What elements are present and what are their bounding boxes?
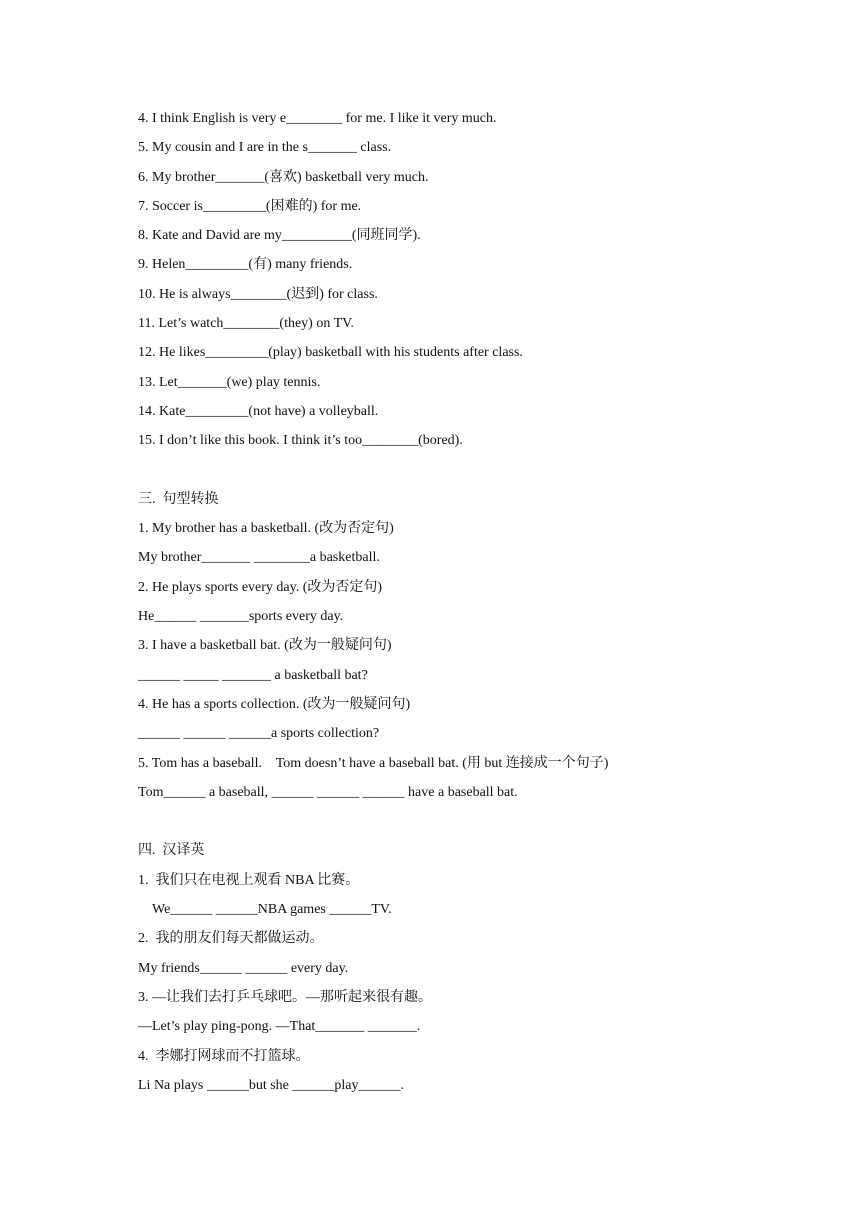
fill-blank-item-11: 11. Let’s watch________(they) on TV. (138, 316, 354, 332)
translate-question-2: 2. 我的朋友们每天都做运动。 (138, 931, 324, 947)
transform-question-4: 4. He has a sports collection. (改为一般疑问句) (138, 696, 411, 712)
section-3-heading: 三. 句型转换 (138, 491, 219, 507)
translate-question-4: 4. 李娜打网球而不打篮球。 (138, 1048, 310, 1064)
translate-answer-4: Li Na plays ______but she ______play______. (138, 1077, 404, 1093)
section-4-heading: 四. 汉译英 (138, 843, 205, 859)
fill-blank-item-13: 13. Let_______(we) play tennis. (138, 374, 321, 390)
transform-answer-1: My brother_______ ________a basketball. (138, 550, 380, 566)
worksheet-content (138, 107, 778, 1103)
translate-answer-1: We______ ______NBA games ______TV. (152, 902, 392, 918)
transform-question-3: 3. I have a basketball bat. (改为一般疑问句) (138, 638, 392, 654)
transform-question-2: 2. He plays sports every day. (改为否定句) (138, 579, 383, 595)
fill-blank-item-9: 9. Helen_________(有) many friends. (138, 257, 353, 273)
transform-question-1: 1. My brother has a basketball. (改为否定句) (138, 521, 394, 537)
transform-answer-2: He______ _______sports every day. (138, 609, 344, 625)
fill-blank-item-6: 6. My brother_______(喜欢) basketball very much. (138, 169, 429, 185)
fill-blank-item-12: 12. He likes_________(play) basketball with his students after class. (138, 345, 523, 361)
translate-answer-3: —Let’s play ping-pong. —That_______ _______. (138, 1019, 421, 1035)
transform-answer-4: ______ ______ ______a sports collection? (138, 726, 380, 742)
fill-blank-item-8: 8. Kate and David are my__________(同班同学). (138, 228, 421, 244)
translate-answer-2: My friends______ ______ every day. (138, 960, 349, 976)
section-spacer (138, 810, 778, 839)
fill-blank-item-15: 15. I don’t like this book. I think it’s too________(bored). (138, 433, 463, 449)
fill-blank-item-4: 4. I think English is very e________ for me. I like it very much. (138, 111, 497, 126)
fill-blank-item-10: 10. He is always________(迟到) for class. (138, 286, 378, 302)
fill-blank-item-5: 5. My cousin and I are in the s_______ class. (138, 140, 392, 156)
fill-blank-item-14: 14. Kate_________(not have) a volleyball. (138, 403, 379, 419)
transform-answer-5: Tom______ a baseball, ______ ______ ______ have a baseball bat. (138, 784, 518, 800)
translate-question-3: 3. —让我们去打乒乓球吧。—那听起来很有趣。 (138, 989, 432, 1005)
transform-answer-3: ______ _____ _______ a basketball bat? (138, 667, 368, 683)
transform-question-5: 5. Tom has a baseball. Tom doesn’t have a baseball bat. (用 but 连接成一个句子) (138, 755, 609, 771)
section-spacer (138, 459, 778, 488)
translate-question-1: 1. 我们只在电视上观看 NBA 比赛。 (138, 872, 360, 888)
fill-blank-item-7: 7. Soccer is_________(困难的) for me. (138, 198, 362, 214)
